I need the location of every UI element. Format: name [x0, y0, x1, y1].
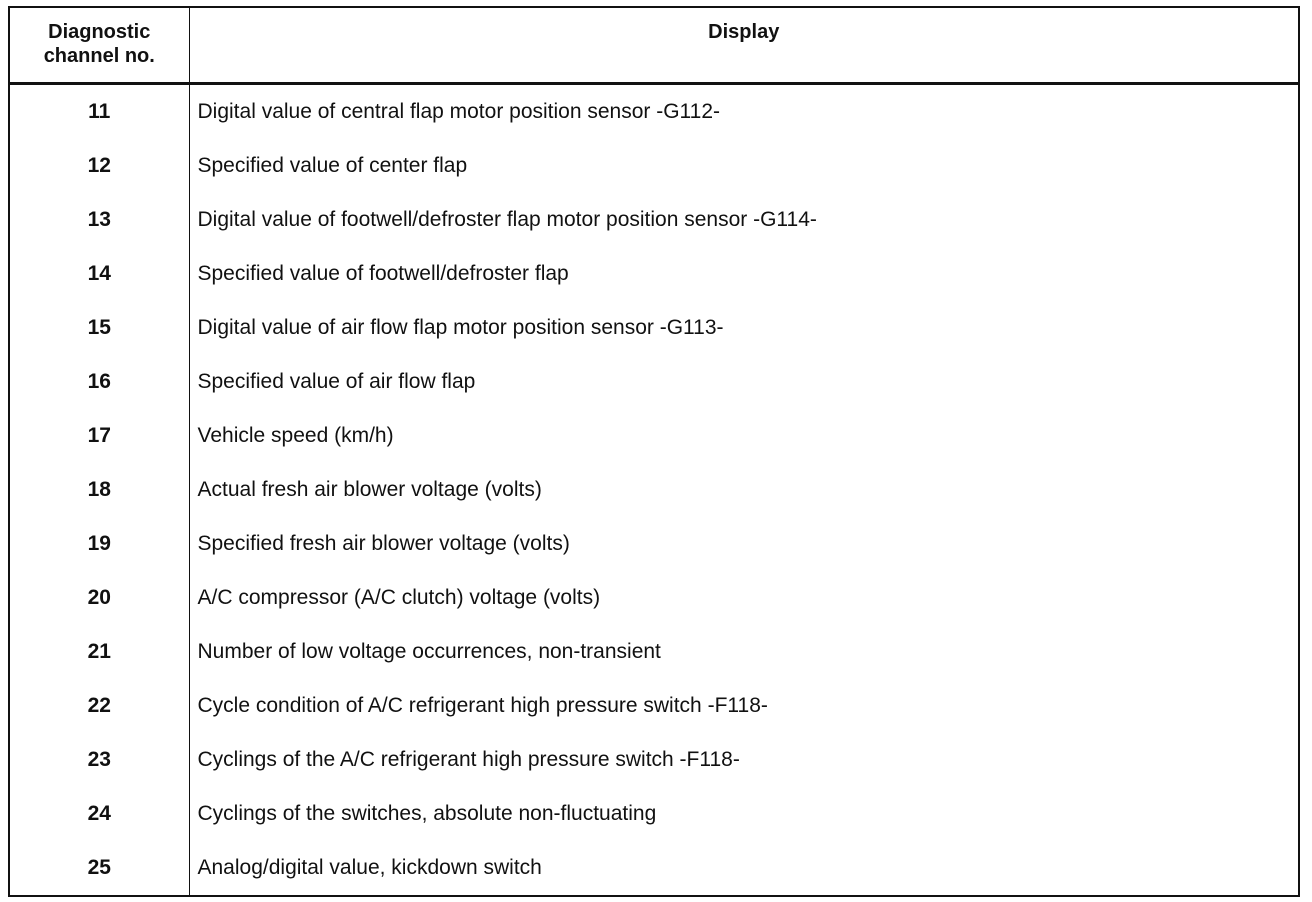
channel-display: Digital value of central flap motor position sensor -G112- — [197, 100, 721, 123]
channel-number: 20 — [9, 571, 189, 625]
table-row — [9, 571, 1299, 625]
channel-display: Specified value of air flow flap — [197, 370, 476, 393]
channel-number: 12 — [9, 139, 189, 193]
table-header-row — [9, 7, 1299, 84]
table-row — [9, 463, 1299, 517]
table-row — [9, 355, 1299, 409]
table-row — [9, 733, 1299, 787]
channel-number: 24 — [9, 787, 189, 841]
table-row — [9, 787, 1299, 841]
table-row — [9, 679, 1299, 733]
table-row — [9, 247, 1299, 301]
channel-display: Cyclings of the switches, absolute non-fluctuating — [197, 802, 657, 825]
channel-display: Specified fresh air blower voltage (volts) — [197, 532, 570, 555]
channel-number: 19 — [9, 517, 189, 571]
table-row — [9, 84, 1299, 140]
table-row — [9, 139, 1299, 193]
table-row — [9, 193, 1299, 247]
column-header-display: Display — [189, 7, 1299, 84]
channel-number: 23 — [9, 733, 189, 787]
table-row — [9, 301, 1299, 355]
channel-display: Actual fresh air blower voltage (volts) — [197, 478, 542, 501]
table-row — [9, 841, 1299, 896]
column-header-channel-line2: channel no. — [43, 45, 155, 67]
table-row — [9, 409, 1299, 463]
channel-display: Cycle condition of A/C refrigerant high pressure switch -F118- — [197, 694, 768, 717]
channel-number: 15 — [9, 301, 189, 355]
channel-display: Number of low voltage occurrences, non-transient — [197, 640, 661, 663]
channel-display: Digital value of footwell/defroster flap motor position sensor -G114- — [197, 208, 817, 231]
column-header-channel-line1: Diagnostic — [48, 21, 151, 43]
channel-display: Cyclings of the A/C refrigerant high pressure switch -F118- — [197, 748, 740, 771]
diagnostic-channel-table — [8, 6, 1300, 897]
channel-display: Analog/digital value, kickdown switch — [197, 856, 542, 879]
channel-number: 14 — [9, 247, 189, 301]
channel-display: A/C compressor (A/C clutch) voltage (volts) — [197, 586, 601, 609]
channel-number: 25 — [9, 841, 189, 896]
channel-number: 11 — [9, 84, 189, 140]
channel-display: Specified value of footwell/defroster flap — [197, 262, 569, 285]
column-header-channel — [9, 7, 189, 84]
channel-number: 13 — [9, 193, 189, 247]
channel-display: Digital value of air flow flap motor position sensor -G113- — [197, 316, 724, 339]
channel-number: 17 — [9, 409, 189, 463]
channel-display: Specified value of center flap — [197, 154, 468, 177]
channel-number: 18 — [9, 463, 189, 517]
channel-number: 16 — [9, 355, 189, 409]
channel-display: Vehicle speed (km/h) — [197, 424, 394, 447]
channel-number: 22 — [9, 679, 189, 733]
channel-number: 21 — [9, 625, 189, 679]
table-row — [9, 517, 1299, 571]
table-row — [9, 625, 1299, 679]
